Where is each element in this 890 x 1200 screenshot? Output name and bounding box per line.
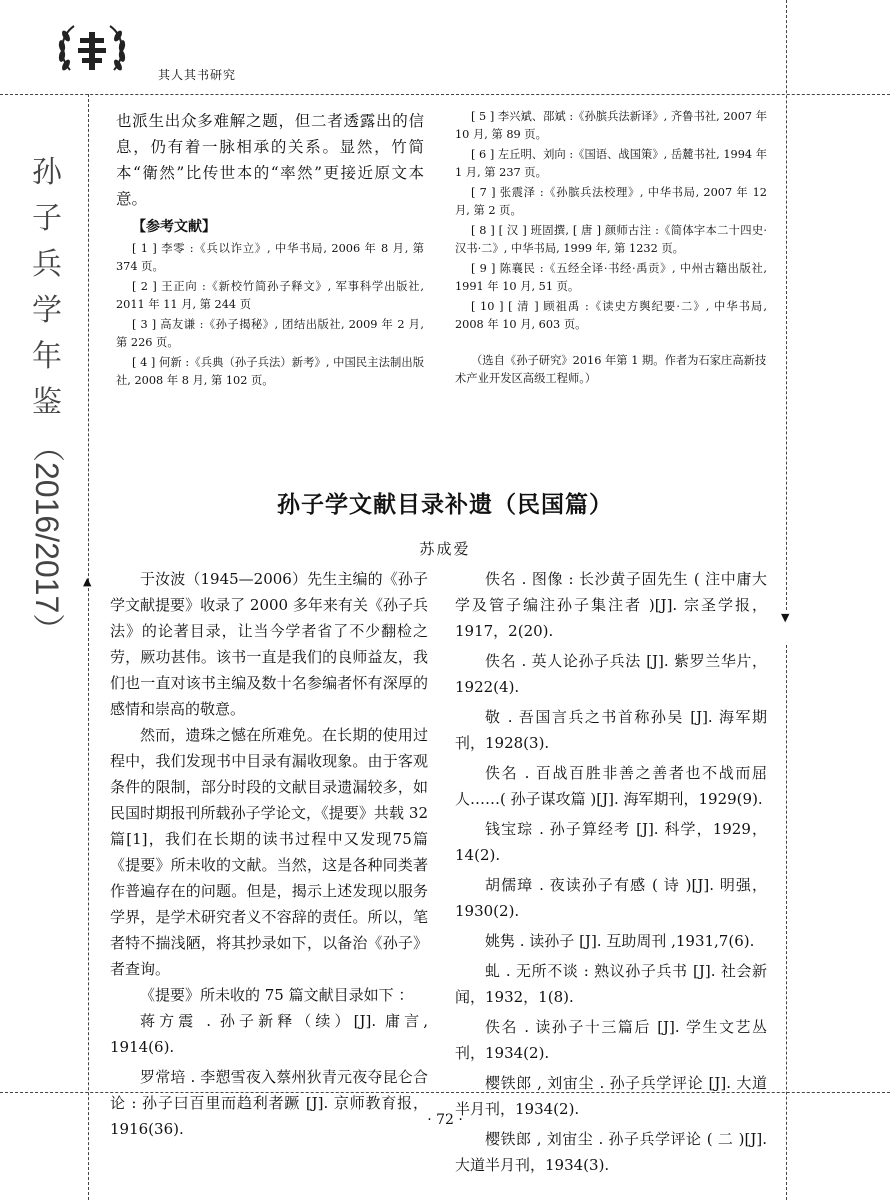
bibliography-entry: 钱宝琮 . 孙子算经考 [J]. 科学，1929，14(2). bbox=[455, 820, 767, 864]
down-arrow-icon: ▼ bbox=[781, 611, 790, 624]
spine-char: 年 bbox=[32, 339, 62, 374]
reference-item: [ 4 ] 何新 :《兵典（孙子兵法）新考》, 中国民主法制出版社, 2008 年 8 月, 第 102 页。 bbox=[116, 356, 424, 387]
journal-logo bbox=[52, 18, 132, 82]
reference-item: [ 7 ] 张震泽 :《孙膑兵法校理》, 中华书局, 2007 年 12 月, 第 2 页。 bbox=[455, 186, 767, 217]
reference-item: [ 5 ] 李兴斌、邵斌 :《孙膑兵法新译》, 齐鲁书社, 2007 年 10 月, 第 89 页。 bbox=[455, 110, 767, 141]
references-list-right bbox=[455, 108, 767, 334]
article-body-left bbox=[110, 566, 428, 1142]
body-paragraph: 然而，遗珠之憾在所难免。在长期的使用过程中，我们发现书中目录有漏收现象。由于客观条件的限制，部分时段的文献目录遗漏较多，如民国时期报刊所载孙子学论文，《提要》共载 32 篇[1]，我们在长期的读书过程中又发现75篇《提要》所未收的文献。当然，这是各种同类著作普遍存在的问题。但是，揭示上述发现以服务学界，是学术研究者义不容辞的责任。所以，笔者特不揣浅陋，将其抄录如下，以备治《孙子》者查询。 bbox=[110, 726, 428, 978]
reference-item: [ 6 ] 左丘明、刘向 :《国语、战国策》, 岳麓书社, 1994 年 1 月, 第 237 页。 bbox=[455, 148, 767, 179]
reference-item: [ 8 ] [ 汉 ] 班固撰, [ 唐 ] 颜师古注 :《简体字本二十四史·汉书·二》, 中华书局, 1999 年, 第 1232 页。 bbox=[455, 224, 767, 255]
bibliography-entry: 佚名 . 读孙子十三篇后 [J]. 学生文艺丛刊，1934(2). bbox=[455, 1018, 767, 1062]
bibliography-entry: 姚隽 . 读孙子 [J]. 互助周刊 ,1931,7(6). bbox=[485, 932, 755, 950]
bibliography-entry: 樱铁郎 , 刘宙尘 . 孙子兵学评论 [J]. 大道半月刊，1934(2). bbox=[455, 1074, 767, 1118]
spine-char: 学 bbox=[32, 293, 62, 328]
body-paragraph: 于汝波（1945—2006）先生主编的《孙子学文献提要》收录了 2000 多年来有关《孙子兵法》的论著目录，让当今学者省了不少翻检之劳，厥功甚伟。该书一直是我们的良师益友，我们也一直对该书主编及数十名参编者怀有深厚的感情和崇高的敬意。 bbox=[110, 570, 428, 718]
header-rule bbox=[0, 94, 890, 95]
bibliography-entry: 罗常培 . 李愬雪夜入蔡州狄青元夜夺昆仑合论 : 孙子曰百里而趋利者蹶 [J]. 京师教育报，1916(36). bbox=[110, 1068, 428, 1138]
source-note: （选自《孙子研究》2016 年第 1 期。作者为石家庄高新技术产业开发区高级工程师。） bbox=[455, 354, 767, 385]
section-header: 其人其书研究 bbox=[158, 68, 237, 82]
prev-article-tail bbox=[116, 108, 424, 212]
spine-char: 鉴 bbox=[32, 385, 62, 420]
article-body-right bbox=[455, 566, 767, 1178]
references-heading: 【参考文献】 bbox=[132, 219, 216, 235]
bibliography-entry: 敬 . 吾国言兵之书首称孙吴 [J]. 海军期刊，1928(3). bbox=[455, 708, 767, 752]
reference-item: [ 3 ] 高友谦 :《孙子揭秘》, 团结出版社, 2009 年 2 月, 第 226 页。 bbox=[116, 318, 424, 349]
spine-char: 孙 bbox=[32, 155, 62, 190]
spine-title bbox=[22, 150, 72, 646]
bibliography-entry: 虬 . 无所不谈 : 熟议孙子兵书 [J]. 社会新闻，1932，1(8). bbox=[455, 962, 767, 1006]
reference-item: [ 9 ] 陈襄民 :《五经全译·书经·禹贡》, 中州古籍出版社, 1991 年 10 月, 51 页。 bbox=[455, 262, 767, 293]
laurel-emblem-icon bbox=[52, 18, 132, 82]
prev-article-paragraph: 也派生出众多难解之题，但二者透露出的信息，仍有着一脉相承的关系。显然，竹简本“衛然”比传世本的“率然”更接近原文本意。 bbox=[116, 112, 424, 208]
spine-char: 兵 bbox=[32, 247, 62, 282]
spine-year bbox=[24, 430, 70, 646]
bibliography-entry: 樱铁郎 , 刘宙尘 . 孙子兵学评论 ( 二 )[J]. 大道半月刊，1934(3). bbox=[455, 1130, 767, 1174]
references-list-left bbox=[116, 240, 424, 390]
up-arrow-icon: ▲ bbox=[83, 575, 92, 588]
reference-item: [ 10 ] [ 清 ] 顾祖禹 :《读史方舆纪要·二》, 中华书局, 2008 年 10 月, 603 页。 bbox=[455, 300, 767, 331]
spine-char: 子 bbox=[32, 201, 62, 236]
reference-item: [ 1 ] 李零 :《兵以诈立》, 中华书局, 2006 年 8 月, 第 374 页。 bbox=[116, 242, 424, 273]
bibliography-entry: 佚名 . 图像 : 长沙黄子固先生 ( 注中庸大学及管子编注孙子集注者 )[J]. 宗圣学报，1917，2(20). bbox=[455, 570, 767, 640]
bibliography-entry: 佚名 . 英人论孙子兵法 [J]. 紫罗兰华片，1922(4). bbox=[455, 652, 767, 696]
bibliography-entry: 蒋方震 . 孙子新释（续）[J]. 庸言, 1914(6). bbox=[110, 1012, 428, 1056]
page-number: · 72 · bbox=[427, 1112, 463, 1128]
article-author: 苏成爱 bbox=[419, 540, 471, 558]
bibliography-entry: 胡儒璋 . 夜读孙子有感 ( 诗 )[J]. 明强，1930(2). bbox=[455, 876, 767, 920]
spine-title-text bbox=[22, 150, 72, 426]
bibliography-entry: 佚名 . 百战百胜非善之善者也不战而屈人……( 孙子谋攻篇 )[J]. 海军期刊，1929(9). bbox=[455, 764, 767, 808]
article-title: 孙子学文献目录补遗（民国篇） bbox=[277, 492, 613, 518]
left-margin-guide bbox=[88, 94, 89, 1200]
reference-item: [ 2 ] 王正向 :《新校竹简孙子释文》, 军事科学出版社, 2011 年 11 月, 第 244 页 bbox=[116, 280, 424, 311]
spine-year-text: （2016/2017） bbox=[29, 430, 65, 646]
body-paragraph: 《提要》所未收的 75 篇文献目录如下 ： bbox=[140, 986, 414, 1004]
